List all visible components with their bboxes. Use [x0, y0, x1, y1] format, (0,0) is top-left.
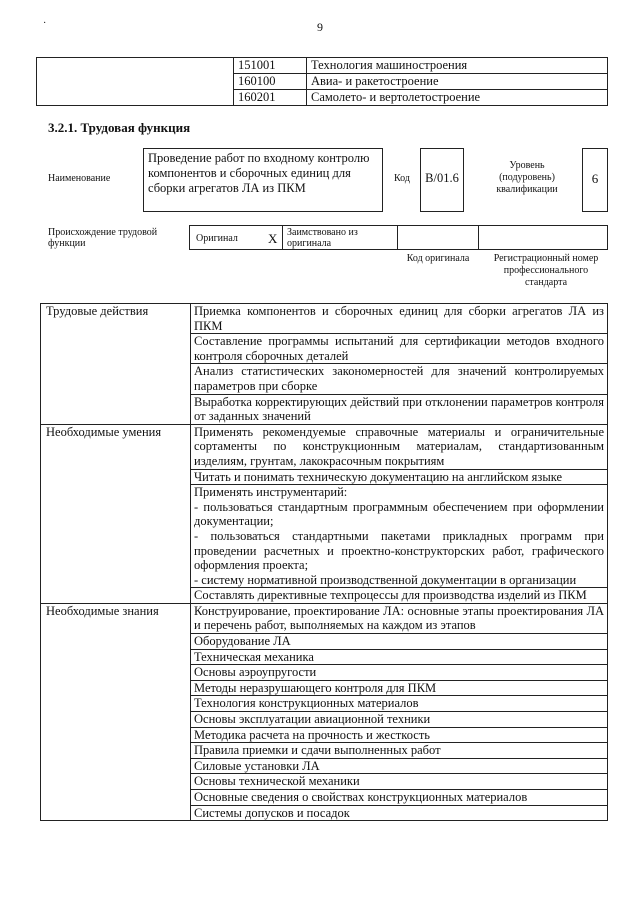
qualification-level: 6: [582, 148, 608, 212]
item-cell: Основы технической механики: [191, 774, 608, 790]
item-cell: Читать и понимать техническую документацию на английском языке: [191, 469, 608, 485]
specialty-code: 160201: [234, 90, 307, 106]
competency-table: [40, 303, 608, 821]
item-cell: Составлять директивные техпроцессы для производства изделий из ПКМ: [191, 588, 608, 604]
item-cell: Системы допусков и посадок: [191, 805, 608, 821]
item-cell: Методы неразрушающего контроля для ПКМ: [191, 680, 608, 696]
category-cell: Необходимые знания: [41, 603, 191, 820]
specialty-name: Самолето- и вертолетостроение: [307, 90, 608, 106]
item-cell: Конструирование, проектирование ЛА: основные этапы проектирования ЛА и перечень работ, выполняемых на каждом из этапов: [191, 603, 608, 633]
table-row: [41, 603, 608, 633]
specialty-code: 160100: [234, 74, 307, 90]
function-code: B/01.6: [420, 148, 464, 212]
item-cell: Выработка корректирующих действий при отклонении параметров контроля от заданных значений: [191, 394, 608, 424]
section-title: 3.2.1. Трудовая функция: [48, 120, 191, 135]
category-cell: Необходимые умения: [41, 424, 191, 603]
original-mark: X: [268, 231, 278, 246]
category-cell: Трудовые действия: [41, 304, 191, 425]
item-cell: Основы эксплуатации авиационной техники: [191, 712, 608, 728]
item-cell: Методика расчета на прочность и жесткость: [191, 727, 608, 743]
item-cell: Оборудование ЛА: [191, 634, 608, 650]
reg-number-label: Регистрационный номер профессионального стандарта: [493, 253, 599, 288]
item-cell: Правила приемки и сдачи выполненных работ: [191, 743, 608, 759]
origin-label: Происхождение трудовой функции: [48, 227, 158, 249]
table-row: [41, 424, 608, 469]
specialty-name: Технология машиностроения: [307, 58, 608, 74]
page-number: 9: [317, 20, 323, 34]
origin-row: [189, 225, 608, 250]
item-cell: Основы аэроупругости: [191, 665, 608, 681]
specialty-name: Авиа- и ракетостроение: [307, 74, 608, 90]
name-label: Наименование: [48, 173, 111, 184]
item-cell: Силовые установки ЛА: [191, 758, 608, 774]
level-label: Уровень (подуровень) квалификации: [496, 160, 558, 195]
item-cell: Анализ статистических закономерностей для значений контролируемых параметров при сборке: [191, 364, 608, 394]
original-label: Оригинал: [196, 233, 238, 244]
item-cell: Приемка компонентов и сборочных единиц для сборки агрегатов ЛА из ПКМ: [191, 304, 608, 334]
table-row: [37, 58, 608, 74]
item-cell: Техническая механика: [191, 649, 608, 665]
item-cell: Основные сведения о свойствах конструкционных материалов: [191, 790, 608, 806]
borrowed-label: Заимствовано из оригинала: [287, 227, 358, 249]
blank-cell: [37, 58, 234, 106]
item-cell: Составление программы испытаний для сертификации методов входного контроля сборочных деталей: [191, 334, 608, 364]
code-label: Код: [394, 173, 410, 184]
code-original-label: Код оригинала: [406, 253, 470, 264]
item-cell: Технология конструкционных материалов: [191, 696, 608, 712]
item-cell: Применять рекомендуемые справочные материалы и ограничительные сортаменты по конструкционным материалам, стандартизованным изделиям, грунтам, лакокрасочным покрытиям: [191, 424, 608, 469]
item-cell: Применять инструментарий: - пользоваться стандартным программным обеспечением при оформлении документации; - пользоваться стандартными пакетами прикладных программ при проведении расчетных и проектно-конструкторских работ, графического оформления проекта; - систему нормативной производственной документации в организации: [191, 485, 608, 588]
specialties-table: [36, 57, 608, 106]
scan-dot: ·: [43, 18, 47, 29]
code-original-cell: [397, 225, 479, 250]
function-name: Проведение работ по входному контролю компонентов и сборочных единиц для сборки агрегатов ЛА из ПКМ: [143, 148, 383, 212]
reg-number-cell: [478, 225, 608, 250]
table-row: [41, 304, 608, 334]
specialty-code: 151001: [234, 58, 307, 74]
borrowed-cell: [282, 225, 398, 250]
original-cell: [189, 225, 283, 250]
